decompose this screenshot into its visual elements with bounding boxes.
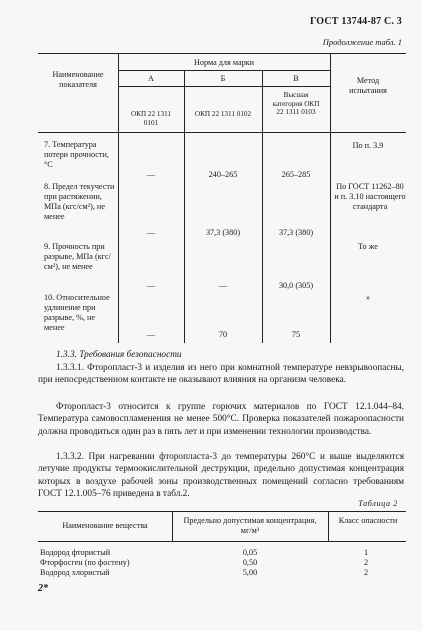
table1-grade-b: Б (220, 74, 226, 83)
table2-row1-name: Водород фтористый (40, 548, 111, 557)
table1-row8-b: 37,3 (380) (205, 228, 241, 237)
table2-row1-conc: 0,05 (242, 548, 258, 557)
table1-row8-a: — (146, 228, 156, 237)
table1-row9-b: — (218, 281, 228, 290)
table1-vline-4 (330, 53, 331, 343)
table2-row3-conc: 5,00 (242, 568, 258, 577)
table1-norm-rule (118, 70, 330, 71)
table2-row1-class: 1 (363, 548, 369, 557)
table1-okp-v: Высшая категория ОКП 22 1311 0103 (272, 91, 320, 116)
table1-row8-v: 37,3 (380) (278, 228, 314, 237)
table1-row10-method: » (365, 293, 371, 302)
table1-top-rule (38, 53, 406, 54)
table1-row7-method: По п. 3.9 (352, 141, 384, 150)
document-header: ГОСТ 13744-87 С. 3 (309, 16, 402, 27)
table1-row9-name: 9. Прочность при разрыве, МПа (кгс/см²), не менее (44, 242, 111, 271)
table2-row2-class: 2 (363, 558, 369, 567)
table2-row2-conc: 0,50 (242, 558, 258, 567)
table2-col1-header: Наименование вещества (62, 521, 148, 530)
table1-norm-header: Норма для марки (193, 58, 255, 67)
table1-row10-b: 70 (218, 330, 228, 339)
table1-name-header: Наименование показателя (52, 70, 104, 89)
table2-row3-class: 2 (363, 568, 369, 577)
table1-okp-a: ОКП 22 1311 0101 (130, 110, 172, 127)
table2-vline-1 (172, 511, 173, 541)
table1-grade-rule (118, 86, 330, 87)
table1-vline-2 (184, 70, 185, 343)
table1-row7-v: 265–285 (281, 170, 311, 179)
table1-row7-name: 7. Температура потери прочности, °С (44, 140, 109, 169)
section-heading: 1.3.3. Требования безопасности (56, 350, 182, 360)
table1-row7-a: — (146, 170, 156, 179)
paragraph-2: Фторопласт-3 относится к группе горючих материалов по ГОСТ 12.1.044–84. Температура самовоспламенения не менее 500°С. Проверка показателей пожароопасности должна проводиться один раз в пять лет и при изменении технологии производства. (38, 402, 404, 437)
table1-okp-b: ОКП 22 1311 0102 (194, 110, 252, 118)
table1-row9-v: 30,0 (305) (278, 281, 314, 290)
table2-vline-2 (328, 511, 329, 541)
table1-row9-a: — (146, 281, 156, 290)
table1-method-header: Метод испытания (349, 76, 387, 95)
table2-header-rule (38, 541, 406, 542)
table2-col2-header: Предельно допустимая концентрация, мг/м³ (183, 516, 317, 535)
table1-row10-a: — (146, 330, 156, 339)
paragraph-1: 1.3.3.1. Фторопласт-3 и изделия из него при комнатной температуре невзрывоопасны, при непосредственном контакте не оказывают влияния на организм человека. (38, 363, 404, 386)
table2-caption: Таблица 2 (358, 499, 398, 508)
table1-grade-a: А (148, 74, 154, 83)
table1-header-rule (38, 132, 406, 133)
table1-row7-b: 240–265 (208, 170, 238, 179)
table1-row10-name: 10. Относительное удлинение при разрыве, %, не менее (44, 293, 110, 332)
table1-grade-v: В (293, 74, 299, 83)
table2-row3-name: Водород хлористый (40, 568, 110, 577)
table2-row2-name: Фторфосген (по фостену) (40, 558, 130, 567)
table1-row9-method: То же (358, 242, 378, 251)
paragraph-3: 1.3.3.2. При нагревании фторопласта-3 до температуры 260°С и выше выделяются летучие продукты термоокислительной деструкции, предельно допустимая концентрация которых в воздухе рабочей зоны производственных помещений согласно требованиям ГОСТ 12.1.005–76 приведена в табл.2. (38, 452, 404, 499)
table1-vline-1 (118, 53, 119, 343)
table-continuation-note: Продолжение табл. 1 (322, 37, 402, 47)
table1-row10-v: 75 (291, 330, 301, 339)
table1-row8-method: По ГОСТ 11262–80 и п. 3.10 настоящего стандарта (334, 182, 406, 211)
table1-vline-3 (262, 70, 263, 343)
table2-col3-header: Класс опасности (338, 516, 398, 525)
table2-top-rule (38, 511, 406, 512)
page-mark: 2* (38, 583, 48, 594)
table1-row8-name: 8. Предел текучести при растяжении, МПа (кгс/см²), не менее (44, 182, 115, 221)
